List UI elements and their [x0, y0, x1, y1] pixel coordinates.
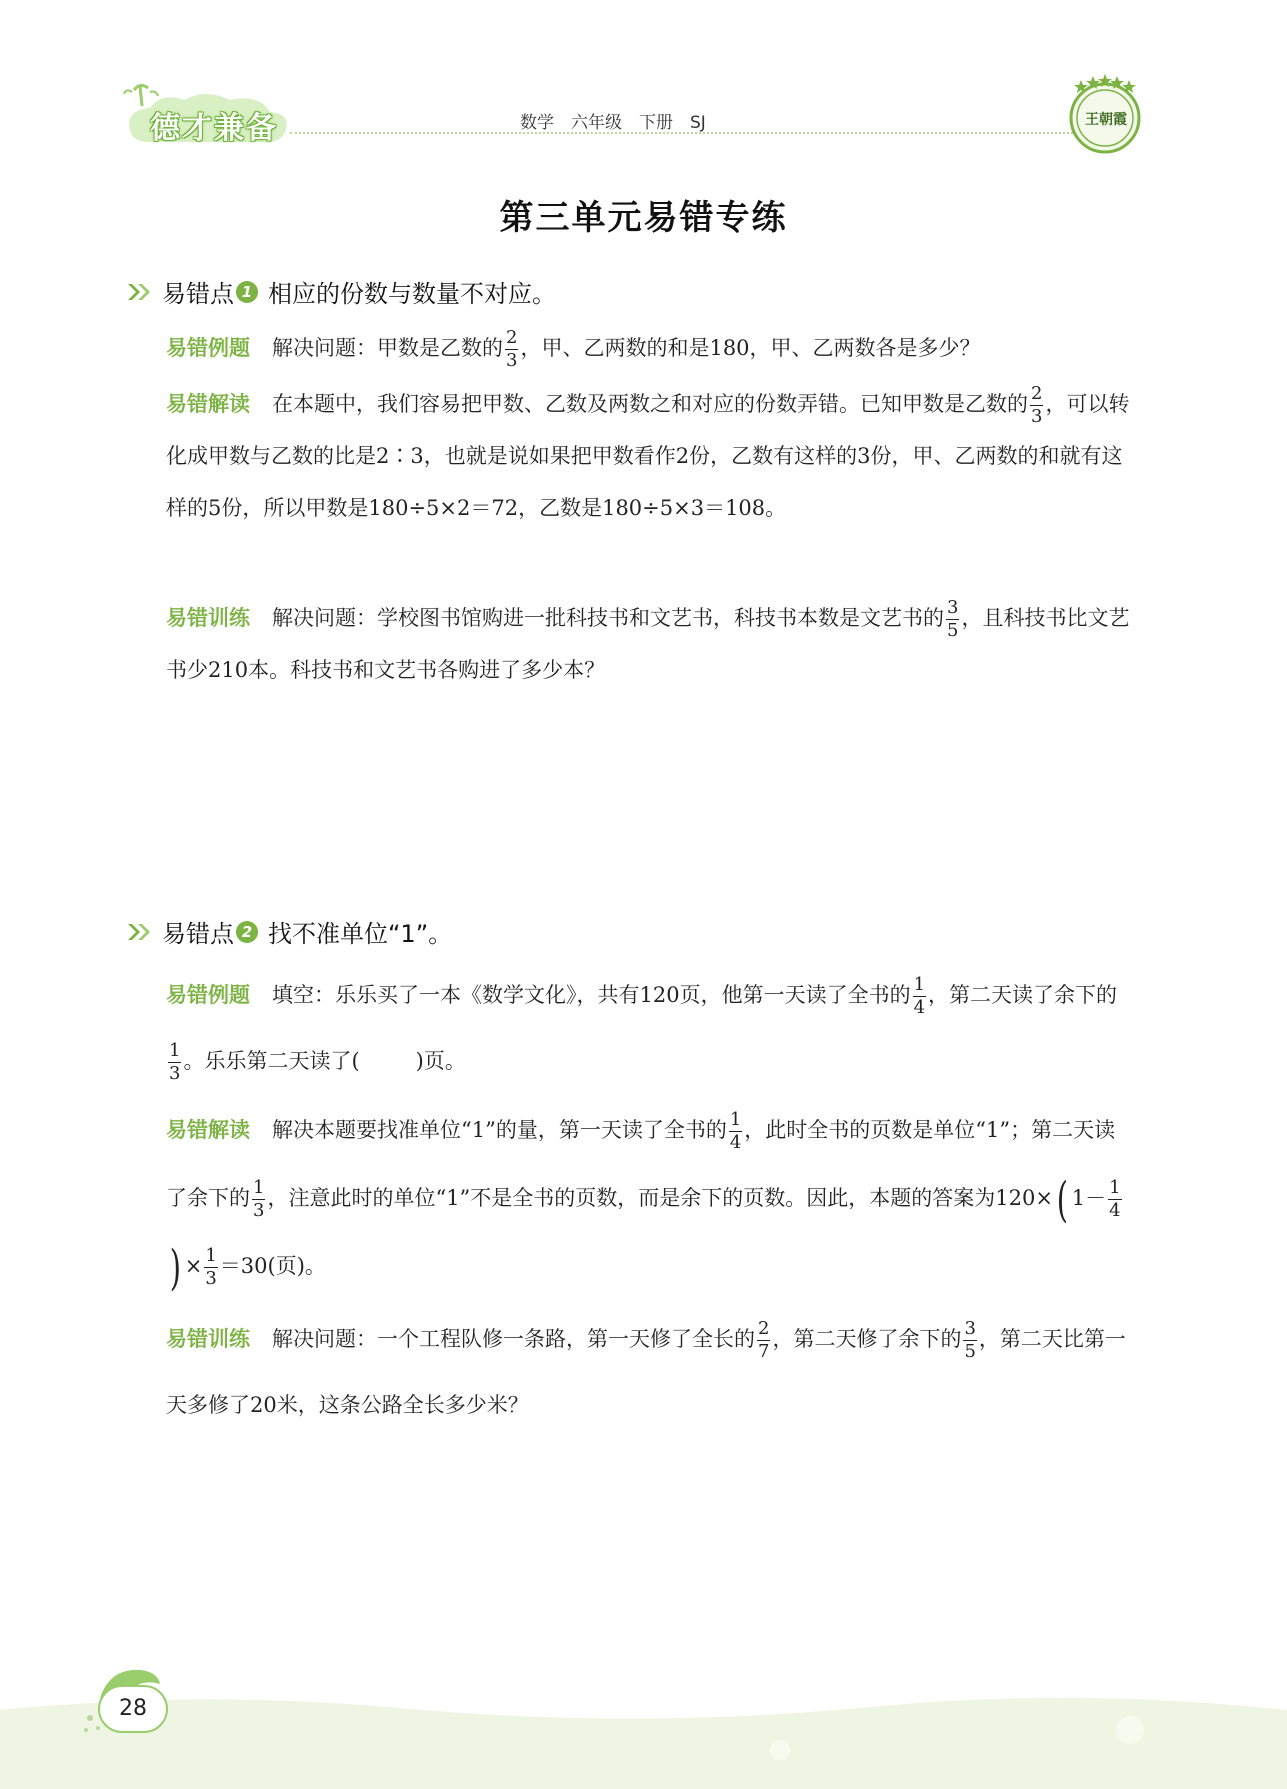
- analysis-text: ×: [184, 1254, 203, 1278]
- fraction: $\frac{2}{3}$: [1031, 383, 1043, 427]
- fraction: $\frac{3}{5}$: [947, 597, 959, 641]
- double-chevron-icon: [128, 282, 152, 302]
- fraction: $\frac{1}{3}$: [169, 1040, 181, 1084]
- section-heading-prefix: 易错点: [162, 920, 234, 948]
- training-label: 易错训练: [166, 1327, 250, 1351]
- example-text: )页。: [415, 1049, 466, 1073]
- example-label: 易错例题: [166, 983, 250, 1007]
- section-heading-1: [128, 274, 556, 309]
- section-heading-text: 找不准单位“1”。: [268, 920, 453, 948]
- analysis-text: ，可以转化成甲数与乙数的比是2∶3，也就是说如果把甲数看作2份，乙数有这样的3份，甲、乙两数的和就有这样的5份，所以甲数是180÷5×2＝72，乙数是180÷5×3＝108。: [166, 392, 1130, 520]
- section-heading-text: 相应的份数与数量不对应。: [268, 280, 556, 308]
- fraction: $\frac{2}{7}$: [758, 1318, 770, 1362]
- double-chevron-icon: [128, 922, 152, 942]
- example-text: ，甲、乙两数的和是180，甲、乙两数各是多少？: [520, 336, 981, 360]
- fraction: $\frac{1}{3}$: [253, 1177, 265, 1221]
- fraction: $\frac{3}{5}$: [964, 1318, 976, 1362]
- fraction: $\frac{1}{4}$: [729, 1109, 742, 1153]
- analysis-paragraph-2: [166, 1096, 1131, 1300]
- analysis-paragraph-1: [166, 378, 1131, 534]
- training-text: 解决问题：学校图书馆购进一批科技书和文艺书，科技书本数是文艺书的: [272, 606, 944, 630]
- example-text: 。乐乐第二天读了(: [183, 1049, 360, 1073]
- training-text: ，且科技书比文艺书少210本。科技书和文艺书各购进了多少本？: [166, 606, 1130, 682]
- footer-grass-band: [0, 1690, 1287, 1789]
- fraction: $\frac{1}{4}$: [913, 974, 926, 1018]
- analysis-text: 解决本题要找准单位“1”的量，第一天读了全书的: [272, 1118, 727, 1142]
- training-text: 解决问题：一个工程队修一条路，第一天修了全长的: [272, 1327, 755, 1351]
- number-badge: 1: [236, 281, 258, 303]
- number-badge: 2: [236, 921, 258, 943]
- training-paragraph-1: [166, 592, 1131, 696]
- example-label: 易错例题: [166, 336, 250, 360]
- training-text: ，第二天比第一天多修了20米，这条公路全长多少米？: [166, 1327, 1126, 1417]
- training-text: ，第二天修了余下的: [772, 1327, 962, 1351]
- training-paragraph-2: [166, 1306, 1131, 1438]
- page-title: 第三单元易错专练: [499, 198, 788, 238]
- fraction: $\frac{2}{3}$: [506, 327, 518, 371]
- analysis-label: 易错解读: [166, 392, 250, 416]
- analysis-label: 易错解读: [166, 1118, 250, 1142]
- section-heading-2: [128, 914, 452, 949]
- analysis-text: 1－: [1071, 1186, 1107, 1210]
- training-label: 易错训练: [166, 606, 250, 630]
- header-subject: 数学 六年级 下册 SJ: [520, 113, 706, 133]
- left-paren: (: [1056, 1171, 1068, 1228]
- page-number: 28: [98, 1685, 168, 1733]
- example-text: 解决问题：甲数是乙数的: [272, 336, 503, 360]
- analysis-text: ＝30(页)。: [219, 1254, 326, 1278]
- section-heading-prefix: 易错点: [162, 280, 234, 308]
- analysis-text: ，注意此时的单位“1”不是全书的页数，而是余下的页数。因此，本题的答案为120×: [267, 1186, 1053, 1210]
- seal-name: 王朝霞: [1085, 112, 1127, 128]
- brand-title: 德才兼备: [150, 111, 278, 146]
- fraction: $\frac{1}{3}$: [205, 1245, 217, 1289]
- example-paragraph-1: [166, 322, 1131, 374]
- fraction: $\frac{1}{4}$: [1109, 1177, 1121, 1221]
- example-paragraph-2: [166, 962, 1131, 1094]
- analysis-text: ，此时全书的页数是单位“1”；第二天读了余下的: [166, 1118, 1116, 1210]
- example-text: 填空：乐乐买了一本《数学文化》，共有120页，他第一天读了全书的: [272, 983, 911, 1007]
- example-text: ，第二天读了余下的: [928, 983, 1118, 1007]
- analysis-text: 在本题中，我们容易把甲数、乙数及两数之和对应的份数弄错。已知甲数是乙数的: [272, 392, 1028, 416]
- right-paren: ): [169, 1239, 181, 1296]
- header-divider: [290, 132, 1137, 134]
